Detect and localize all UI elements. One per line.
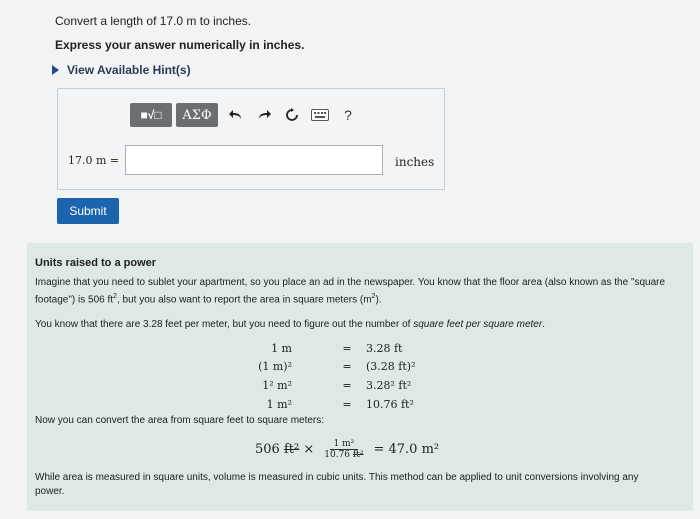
submit-button[interactable]: Submit (57, 198, 119, 224)
panel-paragraph-4: While area is measured in square units, volume is measured in cubic units. This method can be applied to unit conversions involving any power. (35, 472, 639, 497)
equation-right: 3.28² ft² (366, 379, 412, 392)
conv-value: 506 (255, 442, 280, 457)
symbols-button[interactable]: ΑΣΦ (176, 103, 218, 127)
feedback-panel (27, 243, 693, 511)
answer-box (57, 88, 445, 190)
fraction-numerator: 1 m² (330, 439, 359, 450)
question-instruction: Express your answer numerically in inches. (55, 38, 305, 52)
help-icon[interactable]: ? (344, 107, 352, 123)
panel-paragraph-1: Imagine that you need to sublet your apartment, so you place an ad in the newspaper. You know that the floor area (also known as the "square footage") is 506 $ft^2$, but you also want to report the area in square meters $(m^2)$. (35, 277, 666, 306)
reset-icon[interactable] (278, 103, 306, 127)
equation-left: 1² m² (262, 379, 292, 392)
math-toolbar (130, 103, 362, 127)
equation-equals: = (342, 360, 352, 373)
redo-icon[interactable] (250, 103, 278, 127)
equation-right: 3.28 ft (366, 342, 403, 355)
equation-equals: = (342, 398, 352, 411)
templates-button[interactable]: ■√□ (130, 103, 172, 127)
times-sign: × (303, 442, 315, 457)
panel-paragraph-2: You know that there are 3.28 feet per meter, but you need to figure out the number of square feet per square meter. (35, 319, 545, 330)
answer-input[interactable] (125, 145, 383, 175)
conv-ft-cancelled: ft² (283, 442, 300, 457)
equation-left: 1 m (271, 342, 292, 355)
equation-equals: = (342, 379, 352, 392)
conv-result: = 47.0 m² (373, 442, 440, 457)
keyboard-icon[interactable] (306, 103, 334, 127)
fraction-denominator: 10.76 ft² (324, 450, 364, 460)
equation-right: 10.76 ft² (366, 398, 414, 411)
panel-title: Units raised to a power (35, 257, 157, 269)
conversion-fraction (320, 439, 367, 460)
view-hints-link[interactable] (52, 63, 191, 77)
view-hints-label: View Available Hint(s) (67, 63, 191, 77)
answer-label: 17.0 m = (68, 154, 120, 167)
equation-left: 1 m² (266, 398, 292, 411)
question-prompt: Convert a length of 17.0 m to inches. (55, 14, 252, 28)
equation-right: (3.28 ft)² (366, 360, 416, 373)
conversion-equation (255, 439, 439, 460)
undo-icon[interactable] (222, 103, 250, 127)
equation-left: (1 m)² (258, 360, 292, 373)
panel-paragraph-3: Now you can convert the area from square feet to square meters: (35, 415, 325, 426)
answer-unit: inches (395, 155, 435, 169)
equation-equals: = (342, 342, 352, 355)
triangle-right-icon (52, 65, 59, 75)
